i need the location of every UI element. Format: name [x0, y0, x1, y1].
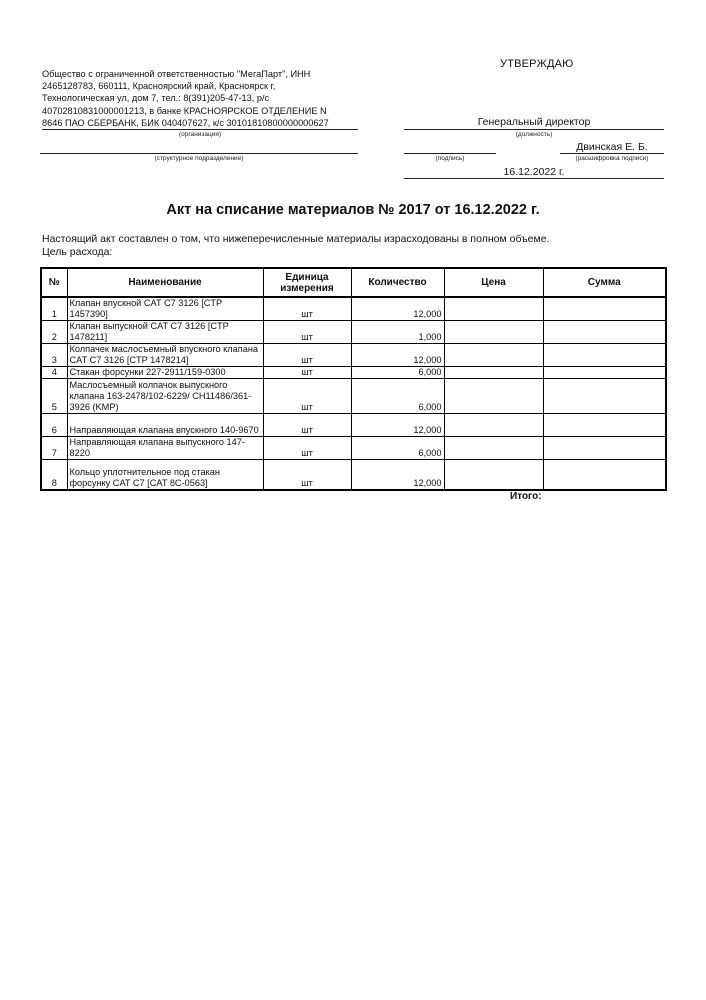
organization-line: Общество с ограниченной ответственностью "МегаПарт", ИНН — [42, 69, 311, 79]
row-quantity: 6,000 — [351, 367, 444, 379]
row-price — [444, 321, 543, 344]
signer-underline — [560, 153, 664, 154]
column-header-unit: Единица измерения — [263, 268, 351, 297]
row-name: Клапан выпускной CAT C7 3126 [CTP 1478211] — [67, 321, 263, 344]
organization-caption: (организация) — [178, 131, 222, 138]
column-header-number: № — [41, 268, 67, 297]
row-unit: шт — [263, 414, 351, 437]
date-underline — [404, 178, 664, 179]
position-underline — [404, 129, 664, 130]
row-unit: шт — [263, 297, 351, 321]
column-header-price: Цена — [444, 268, 543, 297]
table-row — [41, 437, 666, 460]
organization-line: 8646 ПАО СБЕРБАНК, БИК 040407627, к/с 30101810800000000627 — [42, 117, 329, 128]
row-sum — [543, 321, 666, 344]
row-quantity: 12,000 — [351, 297, 444, 321]
document-title: Акт на списание материалов № 2017 от 16.12.2022 г. — [166, 202, 540, 218]
row-quantity: 12,000 — [351, 460, 444, 490]
row-name: Направляющая клапана выпускного 147-8220 — [67, 437, 263, 460]
materials-table — [40, 267, 667, 491]
organization-line: 2465128783, 660111, Красноярский край, Красноярск г, — [42, 81, 276, 92]
row-unit: шт — [263, 344, 351, 367]
row-number: 7 — [41, 437, 67, 460]
row-quantity: 6,000 — [351, 379, 444, 414]
row-number: 8 — [41, 460, 67, 490]
table-row — [41, 379, 666, 414]
row-quantity: 12,000 — [351, 414, 444, 437]
table-row — [41, 414, 666, 437]
row-unit: шт — [263, 367, 351, 379]
row-number: 2 — [41, 321, 67, 344]
row-price — [444, 367, 543, 379]
approval-date: 16.12.2022 г. — [503, 166, 565, 178]
table-row — [41, 297, 666, 321]
table-row — [41, 367, 666, 379]
row-price — [444, 437, 543, 460]
column-header-quantity: Количество — [351, 268, 444, 297]
organization-line: 40702810831000001213, в банке КРАСНОЯРСКОЕ ОТДЕЛЕНИЕ N — [42, 105, 327, 116]
row-quantity: 12,000 — [351, 344, 444, 367]
row-sum — [543, 344, 666, 367]
signature-underline — [404, 153, 496, 154]
table-row — [41, 460, 666, 490]
row-unit: шт — [263, 437, 351, 460]
row-unit: шт — [263, 379, 351, 414]
row-sum — [543, 437, 666, 460]
organization-underline — [42, 129, 358, 130]
organization-details — [42, 68, 360, 129]
row-name: Стакан форсунки 227-2911/159-0300 — [67, 367, 263, 379]
row-quantity: 6,000 — [351, 437, 444, 460]
organization-line: Технологическая ул, дом 7, тел.: 8(391)205-47-13, р/с — [42, 93, 270, 104]
row-name: Маслосъемный колпачок выпускного клапана 163-2478/102-6229/ CH11486/361-3926 (KMP) — [67, 379, 263, 414]
table-header-row — [41, 268, 666, 297]
intro-text — [42, 233, 550, 259]
signature-caption: (подпись) — [435, 155, 465, 162]
row-sum — [543, 414, 666, 437]
row-sum — [543, 379, 666, 414]
position-value: Генеральный директор — [477, 116, 591, 128]
intro-line: Настоящий акт составлен о том, что нижеперечисленные материалы израсходованы в полном объеме. — [42, 233, 550, 245]
row-price — [444, 414, 543, 437]
column-header-sum: Сумма — [543, 268, 666, 297]
row-number: 1 — [41, 297, 67, 321]
row-unit: шт — [263, 460, 351, 490]
position-caption: (должность) — [515, 131, 553, 138]
row-number: 5 — [41, 379, 67, 414]
row-number: 4 — [41, 367, 67, 379]
department-underline — [40, 153, 358, 154]
row-sum — [543, 460, 666, 490]
row-name: Кольцо уплотнительное под стакан форсунку CAT C7 [CAT 8C-0563] — [67, 460, 263, 490]
row-name: Клапан впускной CAT C7 3126 [CTP 1457390] — [67, 297, 263, 321]
row-sum — [543, 367, 666, 379]
table-row — [41, 321, 666, 344]
row-unit: шт — [263, 321, 351, 344]
row-number: 3 — [41, 344, 67, 367]
table-row — [41, 344, 666, 367]
department-caption: (структурное подразделение) — [154, 155, 244, 162]
row-sum — [543, 297, 666, 321]
row-price — [444, 379, 543, 414]
row-name: Направляющая клапана впускного 140-9670 — [67, 414, 263, 437]
row-quantity: 1,000 — [351, 321, 444, 344]
total-label: Итого: — [510, 491, 542, 502]
row-price — [444, 344, 543, 367]
row-price — [444, 460, 543, 490]
purpose-label: Цель расхода: — [42, 246, 113, 258]
signer-caption: (расшифровка подписи) — [575, 155, 649, 162]
column-header-name: Наименование — [67, 268, 263, 297]
row-number: 6 — [41, 414, 67, 437]
signer-name: Двинская Е. Б. — [576, 141, 648, 153]
row-name: Колпачек маслосъемный впускного клапана CAT C7 3126 [CTP 1478214] — [67, 344, 263, 367]
approve-label: УТВЕРЖДАЮ — [500, 58, 574, 70]
row-price — [444, 297, 543, 321]
